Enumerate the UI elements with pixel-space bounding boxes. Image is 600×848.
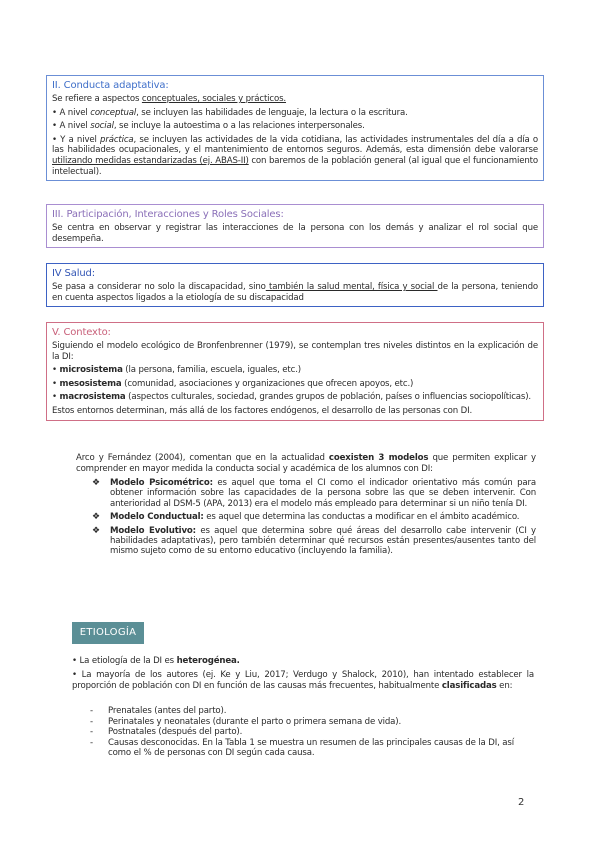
contexto-meso: • mesosistema (comunidad, asociaciones y organizaciones que ofrecen apoyos, etc.) bbox=[52, 378, 414, 389]
diamond-bullet-icon: ❖ bbox=[92, 478, 100, 488]
etiologia-p1: • La etiología de la DI es heterogénea. bbox=[72, 656, 240, 666]
diamond-bullet-icon: ❖ bbox=[92, 525, 100, 536]
list-item: - Causas desconocidas. En la Tabla 1 se muestra un resumen de las principales causas de la DI, así como el % de personas con DI según cada causa. bbox=[90, 737, 514, 759]
contexto-macro: • macrosistema (aspectos culturales, sociedad, grandes grupos de población, países o influencias sociopolíticas). bbox=[52, 392, 532, 403]
contexto-intro: Siguiendo el modelo ecológico de Bronfenbrenner (1979), se contemplan tres niveles distintos en la explicación de la DI: bbox=[52, 341, 538, 362]
participacion-box bbox=[46, 204, 544, 248]
contexto-box bbox=[46, 322, 544, 421]
conducta-practica: • Y a nivel práctica, se incluyen las actividades de la vida cotidiana, las actividades instrumentales del día a día o las habilidades ocupacionales, y el mantenimiento de entornos seguros. Además, esta dimensión debe valorarse utilizando medidas estandarizadas (ej. ABAS-II) con baremos de la población general (al igual que el funcionamiento intelectual). bbox=[52, 134, 538, 177]
list-item: ❖ Modelo Evolutivo: es aquel que determina sobre qué áreas del desarrollo cabe intervenir (CI y habilidades adaptativas), pero también determinar qué recursos están presentes/ausentes tanto del mismo sujeto como de su entorno educativo (incluyendo la familia). bbox=[92, 525, 536, 557]
conducta-intro: Se refiere a aspectos conceptuales, sociales y prácticos. bbox=[52, 94, 287, 104]
list-item: - Prenatales (antes del parto). bbox=[90, 706, 227, 716]
list-item: ❖ Modelo Psicométrico: es aquel que toma el CI como el indicador orientativo más común para obtener información sobre las capacidades de la persona sobre las que se deben intervenir. Con anterioridad al DSM-5 (APA, 2013) era el modelo más empleado para determinar si un niño tenía DI. bbox=[92, 478, 536, 509]
section-title: V. Contexto: bbox=[52, 327, 111, 338]
salud-box bbox=[46, 263, 544, 307]
conducta-conceptual: • A nivel conceptual, se incluyen las habilidades de lenguaje, la lectura o la escritura. bbox=[52, 107, 408, 118]
conducta-adaptativa-box bbox=[46, 75, 544, 181]
list-item: - Perinatales y neonatales (durante el parto o primera semana de vida). bbox=[90, 716, 402, 727]
contexto-closing: Estos entornos determinan, más allá de los factores endógenos, el desarrollo de las personas con DI. bbox=[52, 405, 473, 416]
section-title: IV Salud: bbox=[52, 268, 95, 279]
participacion-text: Se centra en observar y registrar las interacciones de la persona con los demás y analizar el rol social que desempeña. bbox=[52, 223, 538, 244]
etiologia-heading: ETIOLOGÍA bbox=[72, 622, 144, 644]
section-title: II. Conducta adaptativa: bbox=[52, 80, 169, 91]
salud-text: Se pasa a considerar no solo la discapacidad, sino también la salud mental, física y social de la persona, teniendo en cuenta aspectos ligados a la etiología de su discapacidad bbox=[52, 282, 538, 303]
models-list bbox=[92, 478, 536, 560]
diamond-bullet-icon: ❖ bbox=[92, 512, 100, 523]
list-item: ❖ Modelo Conductual: es aquel que determina las conductas a modificar en el ámbito académico. bbox=[92, 512, 520, 523]
conducta-social: • A nivel social, se incluye la autoestima o a las relaciones interpersonales. bbox=[52, 121, 365, 132]
section-title: III. Participación, Interacciones y Roles Sociales: bbox=[52, 209, 284, 220]
etiologia-p2: • La mayoría de los autores (ej. Ke y Liu, 2017; Verdugo y Shalock, 2010), han intentado establecer la proporción de población con DI en función de las causas más frecuentes, habitualmente clasificadas en: bbox=[72, 670, 534, 691]
causes-list bbox=[90, 706, 534, 759]
page-number: 2 bbox=[518, 797, 525, 808]
contexto-micro: • microsistema (la persona, familia, escuela, iguales, etc.) bbox=[52, 365, 302, 376]
models-intro: Arco y Fernández (2004), comentan que en la actualidad coexisten 3 modelos que permiten explicar y comprender en mayor medida la conducta social y académica de los alumnos con DI: bbox=[76, 453, 536, 474]
list-item: - Postnatales (después del parto). bbox=[90, 727, 243, 738]
